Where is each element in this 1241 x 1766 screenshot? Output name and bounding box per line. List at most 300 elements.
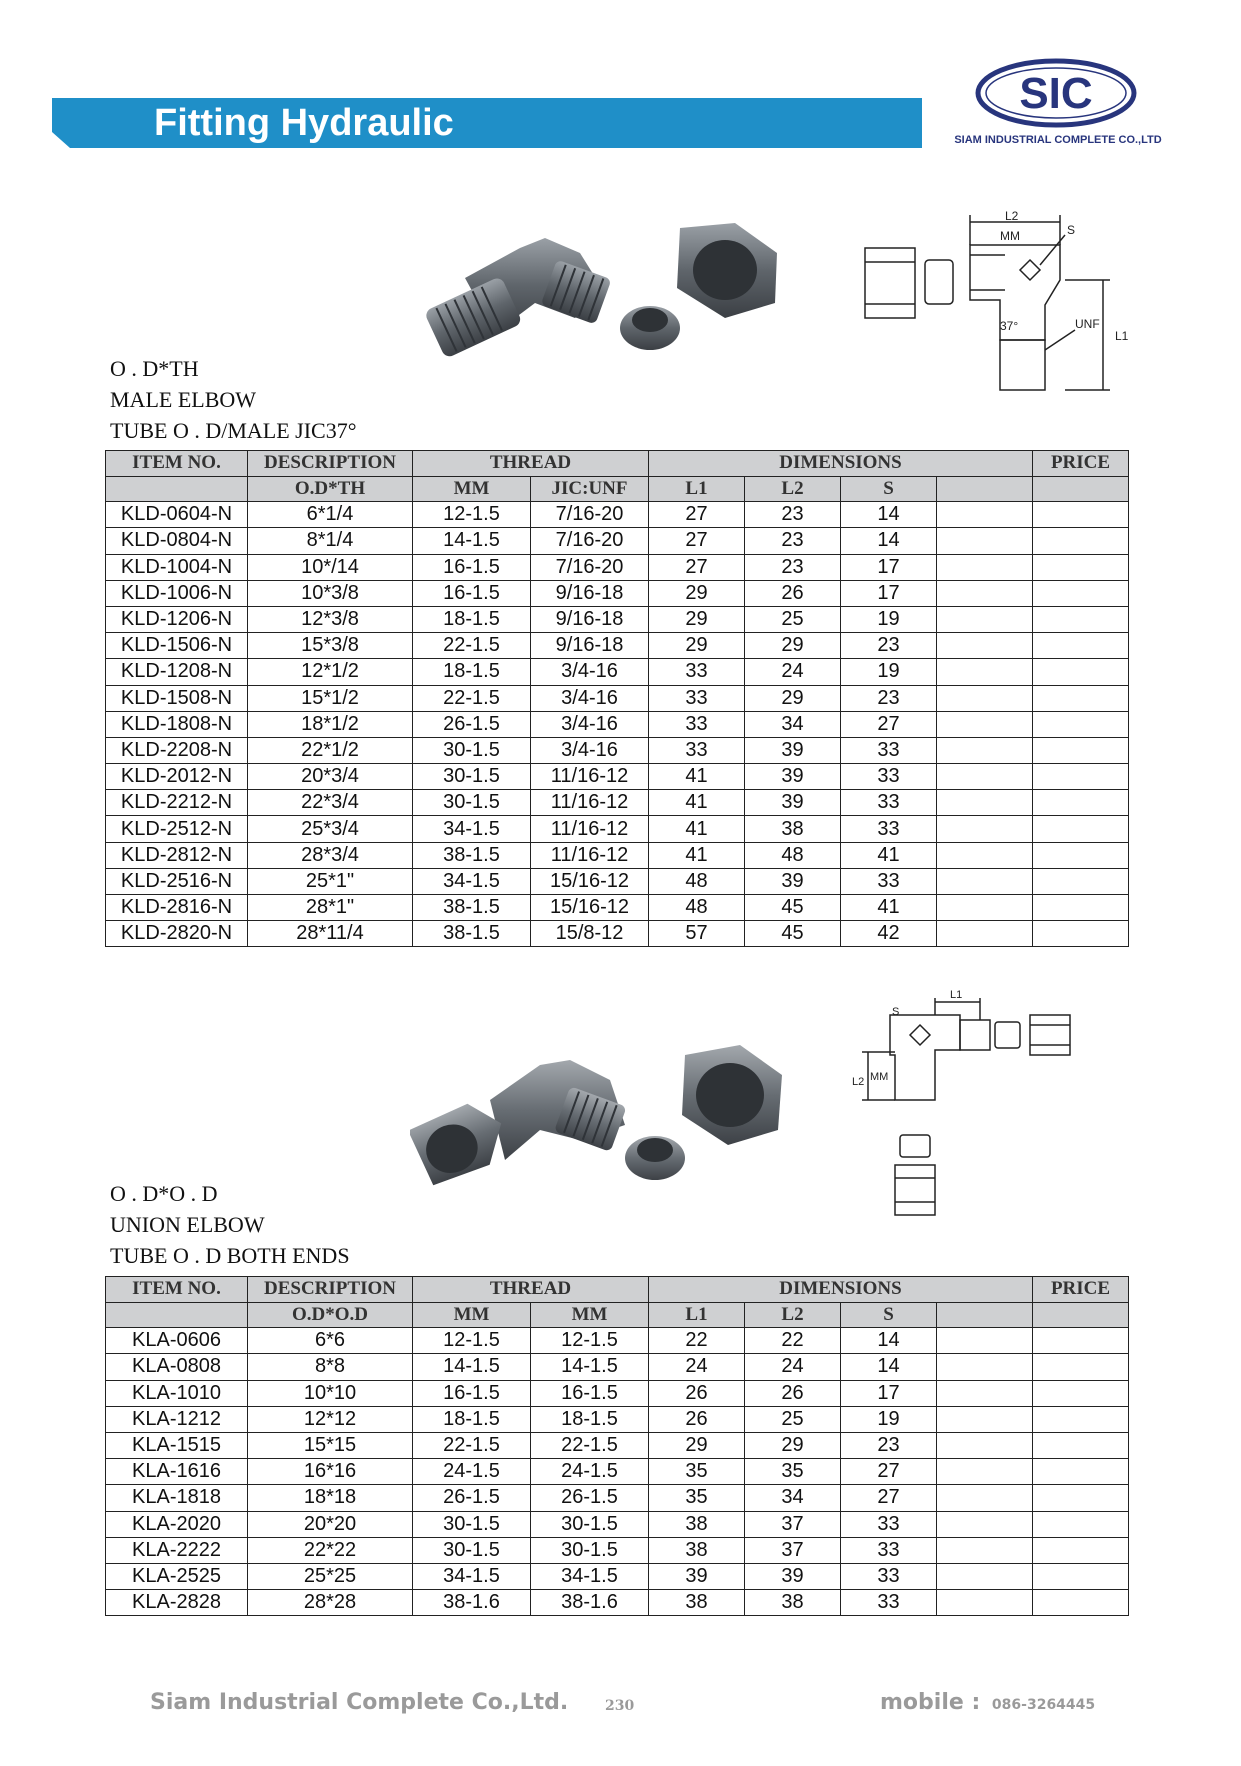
cell-price — [1033, 737, 1129, 763]
cell-blank — [937, 1485, 1033, 1511]
header-item-no: ITEM NO. — [106, 451, 248, 477]
cell-blank — [937, 580, 1033, 606]
cell-item-no: KLA-1212 — [106, 1406, 248, 1432]
cell-l1: 38 — [649, 1511, 745, 1537]
cell-l1: 33 — [649, 711, 745, 737]
cell-thread-b: 9/16-18 — [531, 633, 649, 659]
cell-l1: 39 — [649, 1563, 745, 1589]
header-blank — [937, 1302, 1033, 1328]
table-row — [106, 1432, 1129, 1458]
cell-item-no: KLD-2516-N — [106, 868, 248, 894]
section1-title-line3: TUBE O . D/MALE JIC37° — [110, 418, 357, 443]
cell-thread-b: 12-1.5 — [531, 1328, 649, 1354]
table-row — [106, 1354, 1129, 1380]
header-dimensions: DIMENSIONS — [649, 451, 1033, 477]
cell-blank — [937, 895, 1033, 921]
drawing-label-mm: MM — [1000, 229, 1020, 243]
cell-l2: 37 — [745, 1511, 841, 1537]
header-s: S — [841, 476, 937, 502]
table-row — [106, 685, 1129, 711]
cell-price — [1033, 816, 1129, 842]
union-elbow-drawing — [840, 990, 1090, 1230]
table-row — [106, 1511, 1129, 1537]
page-number: 230 — [605, 1698, 635, 1714]
cell-s: 33 — [841, 737, 937, 763]
cell-item-no: KLA-2020 — [106, 1511, 248, 1537]
table-row — [106, 1406, 1129, 1432]
cell-l2: 22 — [745, 1328, 841, 1354]
cell-l1: 41 — [649, 764, 745, 790]
cell-thread-a: 30-1.5 — [413, 790, 531, 816]
cell-l2: 25 — [745, 606, 841, 632]
cell-s: 42 — [841, 921, 937, 947]
cell-description: 22*1/2 — [248, 737, 413, 763]
cell-blank — [937, 528, 1033, 554]
cell-price — [1033, 1590, 1129, 1616]
header-blank — [937, 476, 1033, 502]
cell-blank — [937, 1537, 1033, 1563]
cell-l1: 48 — [649, 868, 745, 894]
cell-item-no: KLD-2812-N — [106, 842, 248, 868]
cell-item-no: KLD-1206-N — [106, 606, 248, 632]
table-row — [106, 633, 1129, 659]
cell-description: 12*12 — [248, 1406, 413, 1432]
cell-description: 8*8 — [248, 1354, 413, 1380]
header-blank — [106, 1302, 248, 1328]
cell-thread-b: 7/16-20 — [531, 502, 649, 528]
cell-thread-a: 18-1.5 — [413, 606, 531, 632]
cell-l1: 38 — [649, 1590, 745, 1616]
cell-thread-b: 7/16-20 — [531, 528, 649, 554]
cell-s: 33 — [841, 1590, 937, 1616]
cell-l1: 26 — [649, 1380, 745, 1406]
cell-thread-a: 30-1.5 — [413, 1511, 531, 1537]
cell-s: 14 — [841, 528, 937, 554]
header-l2: L2 — [745, 1302, 841, 1328]
cell-s: 14 — [841, 1328, 937, 1354]
cell-blank — [937, 502, 1033, 528]
cell-item-no: KLA-2828 — [106, 1590, 248, 1616]
cell-description: 28*3/4 — [248, 842, 413, 868]
header-description: DESCRIPTION — [248, 451, 413, 477]
cell-price — [1033, 764, 1129, 790]
header-thread-unf: JIC:UNF — [531, 476, 649, 502]
header-thread-mm-a: MM — [413, 1302, 531, 1328]
cell-blank — [937, 1328, 1033, 1354]
cell-item-no: KLD-2816-N — [106, 895, 248, 921]
cell-blank — [937, 868, 1033, 894]
cell-thread-a: 30-1.5 — [413, 1537, 531, 1563]
cell-s: 23 — [841, 685, 937, 711]
cell-thread-a: 16-1.5 — [413, 580, 531, 606]
header-l1: L1 — [649, 476, 745, 502]
cell-l1: 35 — [649, 1459, 745, 1485]
table-row — [106, 1485, 1129, 1511]
cell-price — [1033, 1354, 1129, 1380]
cell-s: 41 — [841, 895, 937, 921]
cell-blank — [937, 606, 1033, 632]
cell-thread-b: 30-1.5 — [531, 1537, 649, 1563]
sic-logo — [975, 58, 1137, 128]
cell-thread-a: 16-1.5 — [413, 554, 531, 580]
drawing-label-s: S — [1067, 223, 1076, 237]
cell-thread-a: 38-1.5 — [413, 895, 531, 921]
table-row — [106, 502, 1129, 528]
cell-item-no: KLA-0606 — [106, 1328, 248, 1354]
cell-thread-a: 38-1.6 — [413, 1590, 531, 1616]
cell-l1: 33 — [649, 737, 745, 763]
cell-l2: 38 — [745, 1590, 841, 1616]
cell-blank — [937, 790, 1033, 816]
cell-description: 20*20 — [248, 1511, 413, 1537]
header-dimensions: DIMENSIONS — [649, 1277, 1033, 1303]
cell-s: 23 — [841, 1432, 937, 1458]
cell-l1: 29 — [649, 580, 745, 606]
cell-blank — [937, 1432, 1033, 1458]
cell-price — [1033, 895, 1129, 921]
header-thread: THREAD — [413, 451, 649, 477]
cell-blank — [937, 1380, 1033, 1406]
cell-thread-b: 24-1.5 — [531, 1459, 649, 1485]
cell-l2: 26 — [745, 580, 841, 606]
cell-s: 17 — [841, 1380, 937, 1406]
cell-l1: 29 — [649, 633, 745, 659]
cell-l2: 39 — [745, 868, 841, 894]
cell-thread-a: 30-1.5 — [413, 737, 531, 763]
cell-price — [1033, 1511, 1129, 1537]
cell-thread-a: 18-1.5 — [413, 1406, 531, 1432]
cell-thread-a: 34-1.5 — [413, 816, 531, 842]
cell-price — [1033, 921, 1129, 947]
cell-thread-a: 38-1.5 — [413, 842, 531, 868]
table-row — [106, 868, 1129, 894]
section1-title-line1: O . D*TH — [110, 356, 199, 381]
cell-item-no: KLD-1508-N — [106, 685, 248, 711]
cell-thread-a: 22-1.5 — [413, 1432, 531, 1458]
cell-s: 33 — [841, 1563, 937, 1589]
cell-price — [1033, 711, 1129, 737]
cell-price — [1033, 1563, 1129, 1589]
section1-title-line2: MALE ELBOW — [110, 387, 257, 412]
cell-blank — [937, 1406, 1033, 1432]
cell-item-no: KLD-1006-N — [106, 580, 248, 606]
cell-thread-a: 14-1.5 — [413, 1354, 531, 1380]
table-row — [106, 1537, 1129, 1563]
cell-thread-b: 3/4-16 — [531, 685, 649, 711]
cell-s: 33 — [841, 790, 937, 816]
cell-item-no: KLD-0804-N — [106, 528, 248, 554]
header-desc-sub: O.D*O.D — [248, 1302, 413, 1328]
cell-l2: 24 — [745, 1354, 841, 1380]
section2-title-line1: O . D*O . D — [110, 1181, 218, 1206]
cell-blank — [937, 842, 1033, 868]
cell-item-no: KLD-2820-N — [106, 921, 248, 947]
cell-thread-b: 11/16-12 — [531, 816, 649, 842]
cell-thread-a: 38-1.5 — [413, 921, 531, 947]
cell-item-no: KLD-2512-N — [106, 816, 248, 842]
cell-description: 10*3/8 — [248, 580, 413, 606]
cell-price — [1033, 554, 1129, 580]
cell-s: 14 — [841, 502, 937, 528]
cell-s: 41 — [841, 842, 937, 868]
drawing-label-mm: MM — [870, 1071, 889, 1083]
mobile-number: 086-3264445 — [991, 1697, 1096, 1713]
table-row — [106, 764, 1129, 790]
cell-description: 25*25 — [248, 1563, 413, 1589]
cell-item-no: KLD-2208-N — [106, 737, 248, 763]
cell-thread-b: 15/16-12 — [531, 895, 649, 921]
section2-title-line2: UNION ELBOW — [110, 1212, 265, 1237]
cell-description: 25*1" — [248, 868, 413, 894]
cell-l2: 26 — [745, 1380, 841, 1406]
union-elbow-photo — [410, 1030, 800, 1220]
table-row — [106, 606, 1129, 632]
cell-l1: 29 — [649, 606, 745, 632]
table-row — [106, 528, 1129, 554]
table-row — [106, 659, 1129, 685]
cell-blank — [937, 711, 1033, 737]
company-name: SIAM INDUSTRIAL COMPLETE CO.,LTD — [954, 134, 1162, 146]
union-elbow-table — [105, 1276, 1129, 1616]
cell-thread-b: 22-1.5 — [531, 1432, 649, 1458]
header-thread: THREAD — [413, 1277, 649, 1303]
cell-l1: 22 — [649, 1328, 745, 1354]
table-row — [106, 790, 1129, 816]
table-row — [106, 1328, 1129, 1354]
cell-blank — [937, 685, 1033, 711]
cell-l1: 41 — [649, 816, 745, 842]
cell-description: 22*3/4 — [248, 790, 413, 816]
cell-description: 6*1/4 — [248, 502, 413, 528]
cell-price — [1033, 1432, 1129, 1458]
cell-item-no: KLA-1010 — [106, 1380, 248, 1406]
cell-price — [1033, 1485, 1129, 1511]
cell-thread-b: 14-1.5 — [531, 1354, 649, 1380]
cell-item-no: KLD-2212-N — [106, 790, 248, 816]
table-row — [106, 737, 1129, 763]
cell-s: 27 — [841, 1459, 937, 1485]
drawing-label-l2: L2 — [1005, 210, 1019, 223]
header-s: S — [841, 1302, 937, 1328]
section2-title-line3: TUBE O . D BOTH ENDS — [110, 1243, 350, 1268]
cell-price — [1033, 868, 1129, 894]
table-row — [106, 1380, 1129, 1406]
cell-l2: 29 — [745, 1432, 841, 1458]
cell-description: 8*1/4 — [248, 528, 413, 554]
cell-item-no: KLA-1515 — [106, 1432, 248, 1458]
cell-l2: 34 — [745, 711, 841, 737]
table-row — [106, 554, 1129, 580]
cell-thread-a: 18-1.5 — [413, 659, 531, 685]
cell-thread-b: 34-1.5 — [531, 1563, 649, 1589]
cell-thread-b: 16-1.5 — [531, 1380, 649, 1406]
cell-s: 14 — [841, 1354, 937, 1380]
cell-s: 33 — [841, 816, 937, 842]
footer-company: Siam Industrial Complete Co.,Ltd. — [150, 1690, 569, 1715]
cell-l2: 24 — [745, 659, 841, 685]
cell-item-no: KLD-0604-N — [106, 502, 248, 528]
cell-l2: 23 — [745, 502, 841, 528]
cell-thread-b: 9/16-18 — [531, 580, 649, 606]
cell-l2: 37 — [745, 1537, 841, 1563]
cell-price — [1033, 842, 1129, 868]
cell-thread-b: 9/16-18 — [531, 606, 649, 632]
cell-description: 10*/14 — [248, 554, 413, 580]
cell-l2: 38 — [745, 816, 841, 842]
cell-description: 15*15 — [248, 1432, 413, 1458]
cell-price — [1033, 633, 1129, 659]
cell-s: 27 — [841, 1485, 937, 1511]
drawing-label-l2: L2 — [852, 1076, 865, 1088]
cell-s: 27 — [841, 711, 937, 737]
cell-blank — [937, 1459, 1033, 1485]
cell-blank — [937, 1354, 1033, 1380]
table-row — [106, 921, 1129, 947]
cell-price — [1033, 580, 1129, 606]
cell-thread-b: 15/16-12 — [531, 868, 649, 894]
cell-l2: 25 — [745, 1406, 841, 1432]
cell-description: 28*28 — [248, 1590, 413, 1616]
cell-thread-b: 3/4-16 — [531, 659, 649, 685]
table-row — [106, 1563, 1129, 1589]
cell-price — [1033, 790, 1129, 816]
table-row — [106, 895, 1129, 921]
cell-description: 12*3/8 — [248, 606, 413, 632]
cell-thread-a: 34-1.5 — [413, 1563, 531, 1589]
footer-mobile — [880, 1690, 1095, 1715]
header-description: DESCRIPTION — [248, 1277, 413, 1303]
cell-thread-b: 30-1.5 — [531, 1511, 649, 1537]
cell-description: 28*11/4 — [248, 921, 413, 947]
male-elbow-table — [105, 450, 1129, 947]
table-row — [106, 1590, 1129, 1616]
cell-thread-a: 34-1.5 — [413, 868, 531, 894]
cell-l1: 57 — [649, 921, 745, 947]
cell-thread-a: 16-1.5 — [413, 1380, 531, 1406]
cell-l2: 35 — [745, 1459, 841, 1485]
table-row — [106, 816, 1129, 842]
cell-item-no: KLA-1818 — [106, 1485, 248, 1511]
cell-l2: 39 — [745, 1563, 841, 1589]
cell-l1: 26 — [649, 1406, 745, 1432]
cell-price — [1033, 528, 1129, 554]
cell-l2: 23 — [745, 528, 841, 554]
cell-description: 12*1/2 — [248, 659, 413, 685]
table-row — [106, 580, 1129, 606]
cell-l1: 29 — [649, 1432, 745, 1458]
cell-l1: 27 — [649, 554, 745, 580]
cell-item-no: KLD-1004-N — [106, 554, 248, 580]
cell-thread-b: 11/16-12 — [531, 764, 649, 790]
cell-item-no: KLD-2012-N — [106, 764, 248, 790]
drawing-label-unf: UNF — [1075, 317, 1100, 331]
cell-item-no: KLD-1208-N — [106, 659, 248, 685]
cell-l1: 27 — [649, 528, 745, 554]
male-elbow-photo — [425, 208, 795, 408]
cell-blank — [937, 554, 1033, 580]
cell-thread-b: 26-1.5 — [531, 1485, 649, 1511]
cell-item-no: KLA-2525 — [106, 1563, 248, 1589]
cell-s: 23 — [841, 633, 937, 659]
section2-title — [110, 1178, 350, 1271]
cell-thread-a: 12-1.5 — [413, 502, 531, 528]
header-blank — [106, 476, 248, 502]
cell-s: 33 — [841, 868, 937, 894]
cell-thread-a: 26-1.5 — [413, 711, 531, 737]
cell-l1: 41 — [649, 790, 745, 816]
cell-s: 17 — [841, 580, 937, 606]
cell-l2: 45 — [745, 895, 841, 921]
cell-s: 17 — [841, 554, 937, 580]
cell-item-no: KLA-1616 — [106, 1459, 248, 1485]
cell-price — [1033, 606, 1129, 632]
cell-l1: 35 — [649, 1485, 745, 1511]
cell-item-no: KLA-2222 — [106, 1537, 248, 1563]
cell-item-no: KLD-1808-N — [106, 711, 248, 737]
cell-l1: 48 — [649, 895, 745, 921]
drawing-label-angle: 37° — [1000, 319, 1019, 333]
header-l1: L1 — [649, 1302, 745, 1328]
cell-item-no: KLD-1506-N — [106, 633, 248, 659]
cell-blank — [937, 816, 1033, 842]
cell-s: 33 — [841, 1511, 937, 1537]
page-title: Fitting Hydraulic — [154, 102, 454, 144]
cell-blank — [937, 659, 1033, 685]
cell-item-no: KLA-0808 — [106, 1354, 248, 1380]
cell-l2: 39 — [745, 737, 841, 763]
cell-s: 33 — [841, 764, 937, 790]
cell-description: 15*1/2 — [248, 685, 413, 711]
mobile-label: mobile : — [880, 1690, 981, 1715]
cell-price — [1033, 1537, 1129, 1563]
cell-thread-a: 12-1.5 — [413, 1328, 531, 1354]
logo-text: SIC — [1019, 69, 1093, 118]
header-price: PRICE — [1033, 451, 1129, 477]
cell-thread-b: 11/16-12 — [531, 790, 649, 816]
cell-thread-b: 18-1.5 — [531, 1406, 649, 1432]
cell-description: 6*6 — [248, 1328, 413, 1354]
cell-description: 18*1/2 — [248, 711, 413, 737]
cell-l2: 39 — [745, 764, 841, 790]
cell-l2: 29 — [745, 633, 841, 659]
cell-l1: 38 — [649, 1537, 745, 1563]
cell-blank — [937, 764, 1033, 790]
drawing-label-l1: L1 — [950, 990, 963, 1001]
header-l2: L2 — [745, 476, 841, 502]
cell-s: 33 — [841, 1537, 937, 1563]
cell-blank — [937, 1590, 1033, 1616]
cell-thread-b: 3/4-16 — [531, 737, 649, 763]
cell-l2: 34 — [745, 1485, 841, 1511]
drawing-label-s: S — [892, 1006, 900, 1018]
cell-l2: 48 — [745, 842, 841, 868]
cell-thread-a: 26-1.5 — [413, 1485, 531, 1511]
cell-thread-b: 15/8-12 — [531, 921, 649, 947]
cell-description: 16*16 — [248, 1459, 413, 1485]
cell-description: 18*18 — [248, 1485, 413, 1511]
header-thread-mm-b: MM — [531, 1302, 649, 1328]
table-row — [106, 842, 1129, 868]
cell-price — [1033, 1328, 1129, 1354]
cell-blank — [937, 737, 1033, 763]
cell-description: 20*3/4 — [248, 764, 413, 790]
male-elbow-drawing — [860, 210, 1170, 410]
cell-price — [1033, 1406, 1129, 1432]
cell-thread-b: 3/4-16 — [531, 711, 649, 737]
cell-price — [1033, 659, 1129, 685]
cell-description: 25*3/4 — [248, 816, 413, 842]
cell-l2: 45 — [745, 921, 841, 947]
